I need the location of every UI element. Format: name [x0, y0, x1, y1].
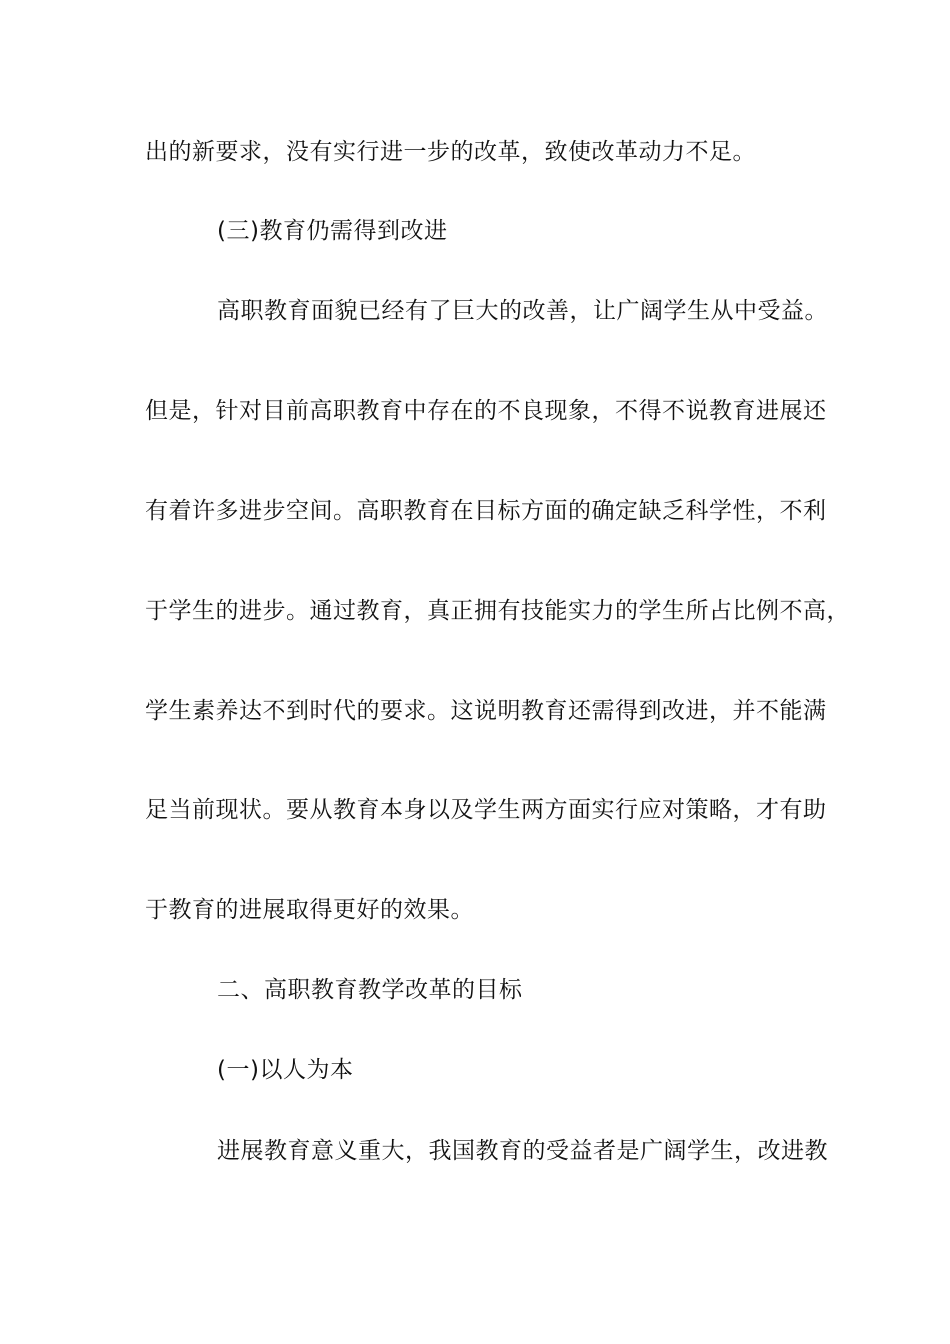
section-heading: (三)教育仍需得到改进: [217, 218, 448, 244]
paragraph-line: 于学生的进步。通过教育，真正拥有技能实力的学生所占比例不高，: [145, 598, 850, 624]
section-heading: 二、高职教育教学改革的目标: [217, 977, 523, 1003]
paragraph-line: 于教育的进展取得更好的效果。: [145, 897, 474, 923]
paragraph-line: 高职教育面貌已经有了巨大的改善，让广阔学生从中受益。: [217, 298, 828, 324]
paragraph-line: 但是，针对目前高职教育中存在的不良现象，不得不说教育进展还: [145, 398, 827, 424]
paragraph-line: 进展教育意义重大，我国教育的受益者是广阔学生，改进教: [217, 1138, 828, 1164]
subsection-heading: (一)以人为本: [217, 1057, 354, 1083]
paragraph-line: 出的新要求，没有实行进一步的改革，致使改革动力不足。: [145, 139, 756, 165]
paragraph-line: 足当前现状。要从教育本身以及学生两方面实行应对策略，才有助: [145, 797, 827, 823]
paragraph-line: 学生素养达不到时代的要求。这说明教育还需得到改进，并不能满: [145, 698, 827, 724]
paragraph-line: 有着许多进步空间。高职教育在目标方面的确定缺乏科学性，不利: [145, 498, 827, 524]
